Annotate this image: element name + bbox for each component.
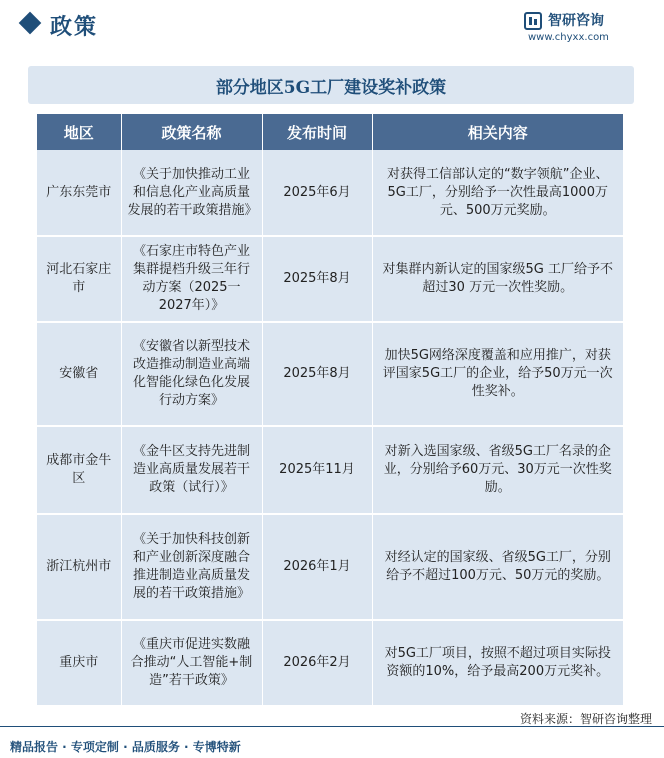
table-row [37, 322, 623, 426]
cell-policy: 《金牛区支持先进制造业高质量发展若干政策（试行）》 [121, 426, 262, 514]
cell-region: 成都市金牛区 [37, 426, 121, 514]
column-header-region: 地区 [37, 114, 121, 150]
brand [524, 10, 644, 50]
brand-logo-icon [524, 12, 542, 30]
cell-date: 2025年6月 [262, 150, 372, 236]
cell-region: 安徽省 [37, 322, 121, 426]
cell-content: 对获得工信部认定的“数字领航”企业、5G工厂，分别给予一次性最高1000万元、500万元奖励。 [372, 150, 623, 236]
cell-region: 河北石家庄市 [37, 236, 121, 322]
cell-content: 对5G工厂项目，按照不超过项目实际投资额的10%，给予最高200万元奖补。 [372, 620, 623, 706]
cell-policy: 《石家庄市特色产业集群提档升级三年行动方案（2025一2027年）》 [121, 236, 262, 322]
cell-region: 浙江杭州市 [37, 514, 121, 620]
table-title: 部分地区5G工厂建设奖补政策 [215, 77, 447, 98]
section-title: 政策 [50, 15, 99, 40]
footer-slogan: 精品报告 · 专项定制 · 品质服务 · 专博特新 [10, 740, 241, 754]
cell-policy: 《关于加快推动工业和信息化产业高质量发展的若干政策措施》 [121, 150, 262, 236]
cell-region: 重庆市 [37, 620, 121, 706]
page-header [0, 0, 664, 50]
table-title-bar [28, 66, 634, 104]
cell-content: 对经认定的国家级、省级5G工厂，分别给予不超过100万元、50万元的奖励。 [372, 514, 623, 620]
cell-policy: 《关于加快科技创新和产业创新深度融合推进制造业高质量发展的若干政策措施》 [121, 514, 262, 620]
cell-content: 对新入选国家级、省级5G工厂名录的企业，分别给予60万元、30万元一次性奖励。 [372, 426, 623, 514]
column-header-policy: 政策名称 [121, 114, 262, 150]
cell-date: 2026年2月 [262, 620, 372, 706]
table-row [37, 236, 623, 322]
cell-content: 对集群内新认定的国家级5G 工厂给予不超过30 万元一次性奖励。 [372, 236, 623, 322]
brand-name: 智研咨询 [548, 13, 604, 29]
column-header-date: 发布时间 [262, 114, 372, 150]
source-note: 资料来源：智研咨询整理 [519, 712, 652, 726]
cell-date: 2025年8月 [262, 322, 372, 426]
column-header-content: 相关内容 [372, 114, 623, 150]
table-header-row [37, 114, 623, 150]
table-row [37, 620, 623, 706]
cell-date: 2025年11月 [262, 426, 372, 514]
cell-date: 2025年8月 [262, 236, 372, 322]
cell-policy: 《安徽省以新型技术改造推动制造业高端化智能化绿色化发展行动方案》 [121, 322, 262, 426]
policy-table [37, 114, 623, 707]
cell-policy: 《重庆市促进实数融合推动“人工智能+制造”若干政策》 [121, 620, 262, 706]
cell-date: 2026年1月 [262, 514, 372, 620]
diamond-icon [19, 12, 42, 35]
footer-divider [0, 726, 664, 727]
table-row [37, 150, 623, 236]
cell-region: 广东东莞市 [37, 150, 121, 236]
table-row [37, 514, 623, 620]
table-row [37, 426, 623, 514]
cell-content: 加快5G网络深度覆盖和应用推广，对获评国家5G工厂的企业，给予50万元一次性奖补。 [372, 322, 623, 426]
brand-url: www.chyxx.com [528, 32, 609, 43]
